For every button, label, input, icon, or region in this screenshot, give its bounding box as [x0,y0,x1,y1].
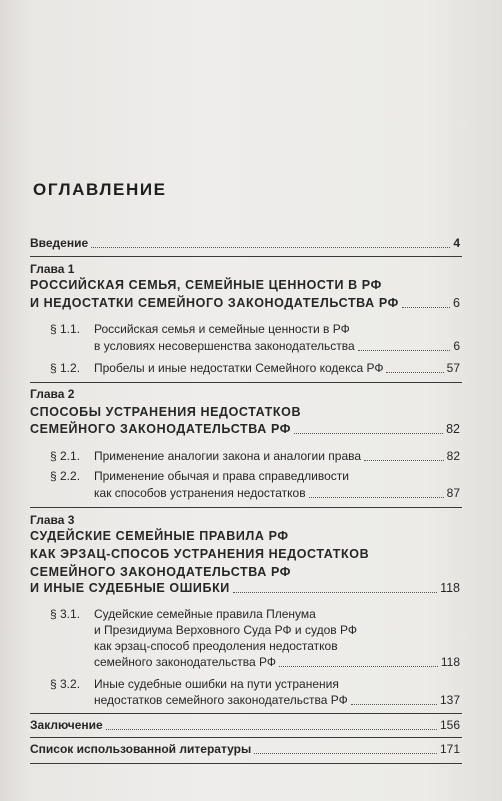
toc-entry-title: Список использованной литературы [30,742,252,756]
section-number: § 1.2. [50,361,81,375]
section-title: недостатков семейного законодательства РФ [94,693,348,707]
toc-page-number: 118 [440,581,460,595]
chapter-title: КАК ЭРЗАЦ-СПОСОБ УСТРАНЕНИЯ НЕДОСТАТКОВ [30,547,370,561]
toc-page-number: 87 [446,486,460,500]
section-number: § 3.2. [50,677,81,691]
toc-page-number: 57 [446,361,460,375]
toc-entry-section-1-2[interactable] [94,361,460,376]
toc-entry-section-3-2[interactable] [94,693,460,708]
section-title: Пробелы и иные недостатки Семейного кодекса РФ [94,361,384,375]
section-number: § 2.1. [50,449,81,463]
section-number: § 3.1. [50,607,81,621]
dot-leader [279,666,438,667]
toc-page-number: 137 [439,693,460,707]
chapter-label: Глава 1 [30,262,75,276]
chapter-label: Глава 3 [30,513,75,527]
toc-page-number: 171 [439,742,460,756]
dot-leader [294,433,443,434]
chapter-title: РОССИЙСКАЯ СЕМЬЯ, СЕМЕЙНЫЕ ЦЕННОСТИ В РФ [30,278,382,292]
divider [30,763,462,764]
toc-entry-section-1-1[interactable] [94,339,460,354]
section-title: Российская семья и семейные ценности в РФ [94,322,350,336]
toc-entry-chapter-2[interactable] [30,422,460,437]
toc-entry-chapter-1[interactable] [30,296,460,311]
section-title: Судейские семейные правила Пленума [94,607,316,621]
toc-entry-section-2-1[interactable] [94,449,460,464]
dot-leader [351,704,437,705]
dot-leader [386,372,443,373]
toc-entry-bibliography[interactable] [30,742,460,757]
toc-page-number: 118 [440,655,460,669]
chapter-title: И НЕДОСТАТКИ СЕМЕЙНОГО ЗАКОНОДАТЕЛЬСТВА РФ [30,296,399,310]
chapter-title: СПОСОБЫ УСТРАНЕНИЯ НЕДОСТАТКОВ [30,405,302,419]
toc-page-number: 82 [446,422,460,436]
page-title: ОГЛАВЛЕНИЕ [33,180,167,199]
dot-leader [233,592,437,593]
dot-leader [402,307,450,308]
dot-leader [309,497,444,498]
toc-entry-intro[interactable] [30,236,460,251]
toc-page-number: 156 [439,718,460,732]
toc-entry-section-3-1[interactable] [94,655,460,670]
dot-leader [358,350,451,351]
toc-entry-title: Введение [30,236,89,250]
section-title: как эрзац-способ преодоления недостатков [94,639,338,653]
section-title: Применение обычая и права справедливости [94,469,349,483]
dot-leader [254,753,437,754]
dot-leader [91,247,450,248]
toc-entry-chapter-3[interactable] [30,581,460,596]
section-title: в условиях несовершенства законодательства [94,339,355,353]
section-title: и Президиума Верховного Суда РФ и судов РФ [94,623,357,637]
toc-entry-conclusion[interactable] [30,718,460,733]
divider [30,382,462,383]
chapter-label: Глава 2 [30,387,75,401]
toc-page-number: 6 [453,339,460,353]
divider [30,507,462,508]
section-number: § 1.1. [50,322,81,336]
section-title: Применение аналогии закона и аналогии права [94,449,362,463]
toc-page-number: 82 [446,449,460,463]
chapter-title: СЕМЕЙНОГО ЗАКОНОДАТЕЛЬСТВА РФ [30,565,291,579]
dot-leader [106,729,437,730]
divider [30,713,462,714]
divider [30,256,462,257]
chapter-title: СЕМЕЙНОГО ЗАКОНОДАТЕЛЬСТВА РФ [30,422,291,436]
toc-entry-section-2-2[interactable] [94,486,460,501]
toc-page-number: 6 [453,296,460,310]
dot-leader [364,460,444,461]
section-number: § 2.2. [50,469,81,483]
chapter-title: СУДЕЙСКИЕ СЕМЕЙНЫЕ ПРАВИЛА РФ [30,529,289,543]
toc-page-number: 4 [453,236,460,250]
toc-entry-title: Заключение [30,718,103,732]
chapter-title: И ИНЫЕ СУДЕБНЫЕ ОШИБКИ [30,581,230,595]
section-title: семейного законодательства РФ [94,655,277,669]
divider [30,737,462,738]
section-title: Иные судебные ошибки на пути устранения [94,677,339,691]
section-title: как способов устранения недостатков [94,486,306,500]
